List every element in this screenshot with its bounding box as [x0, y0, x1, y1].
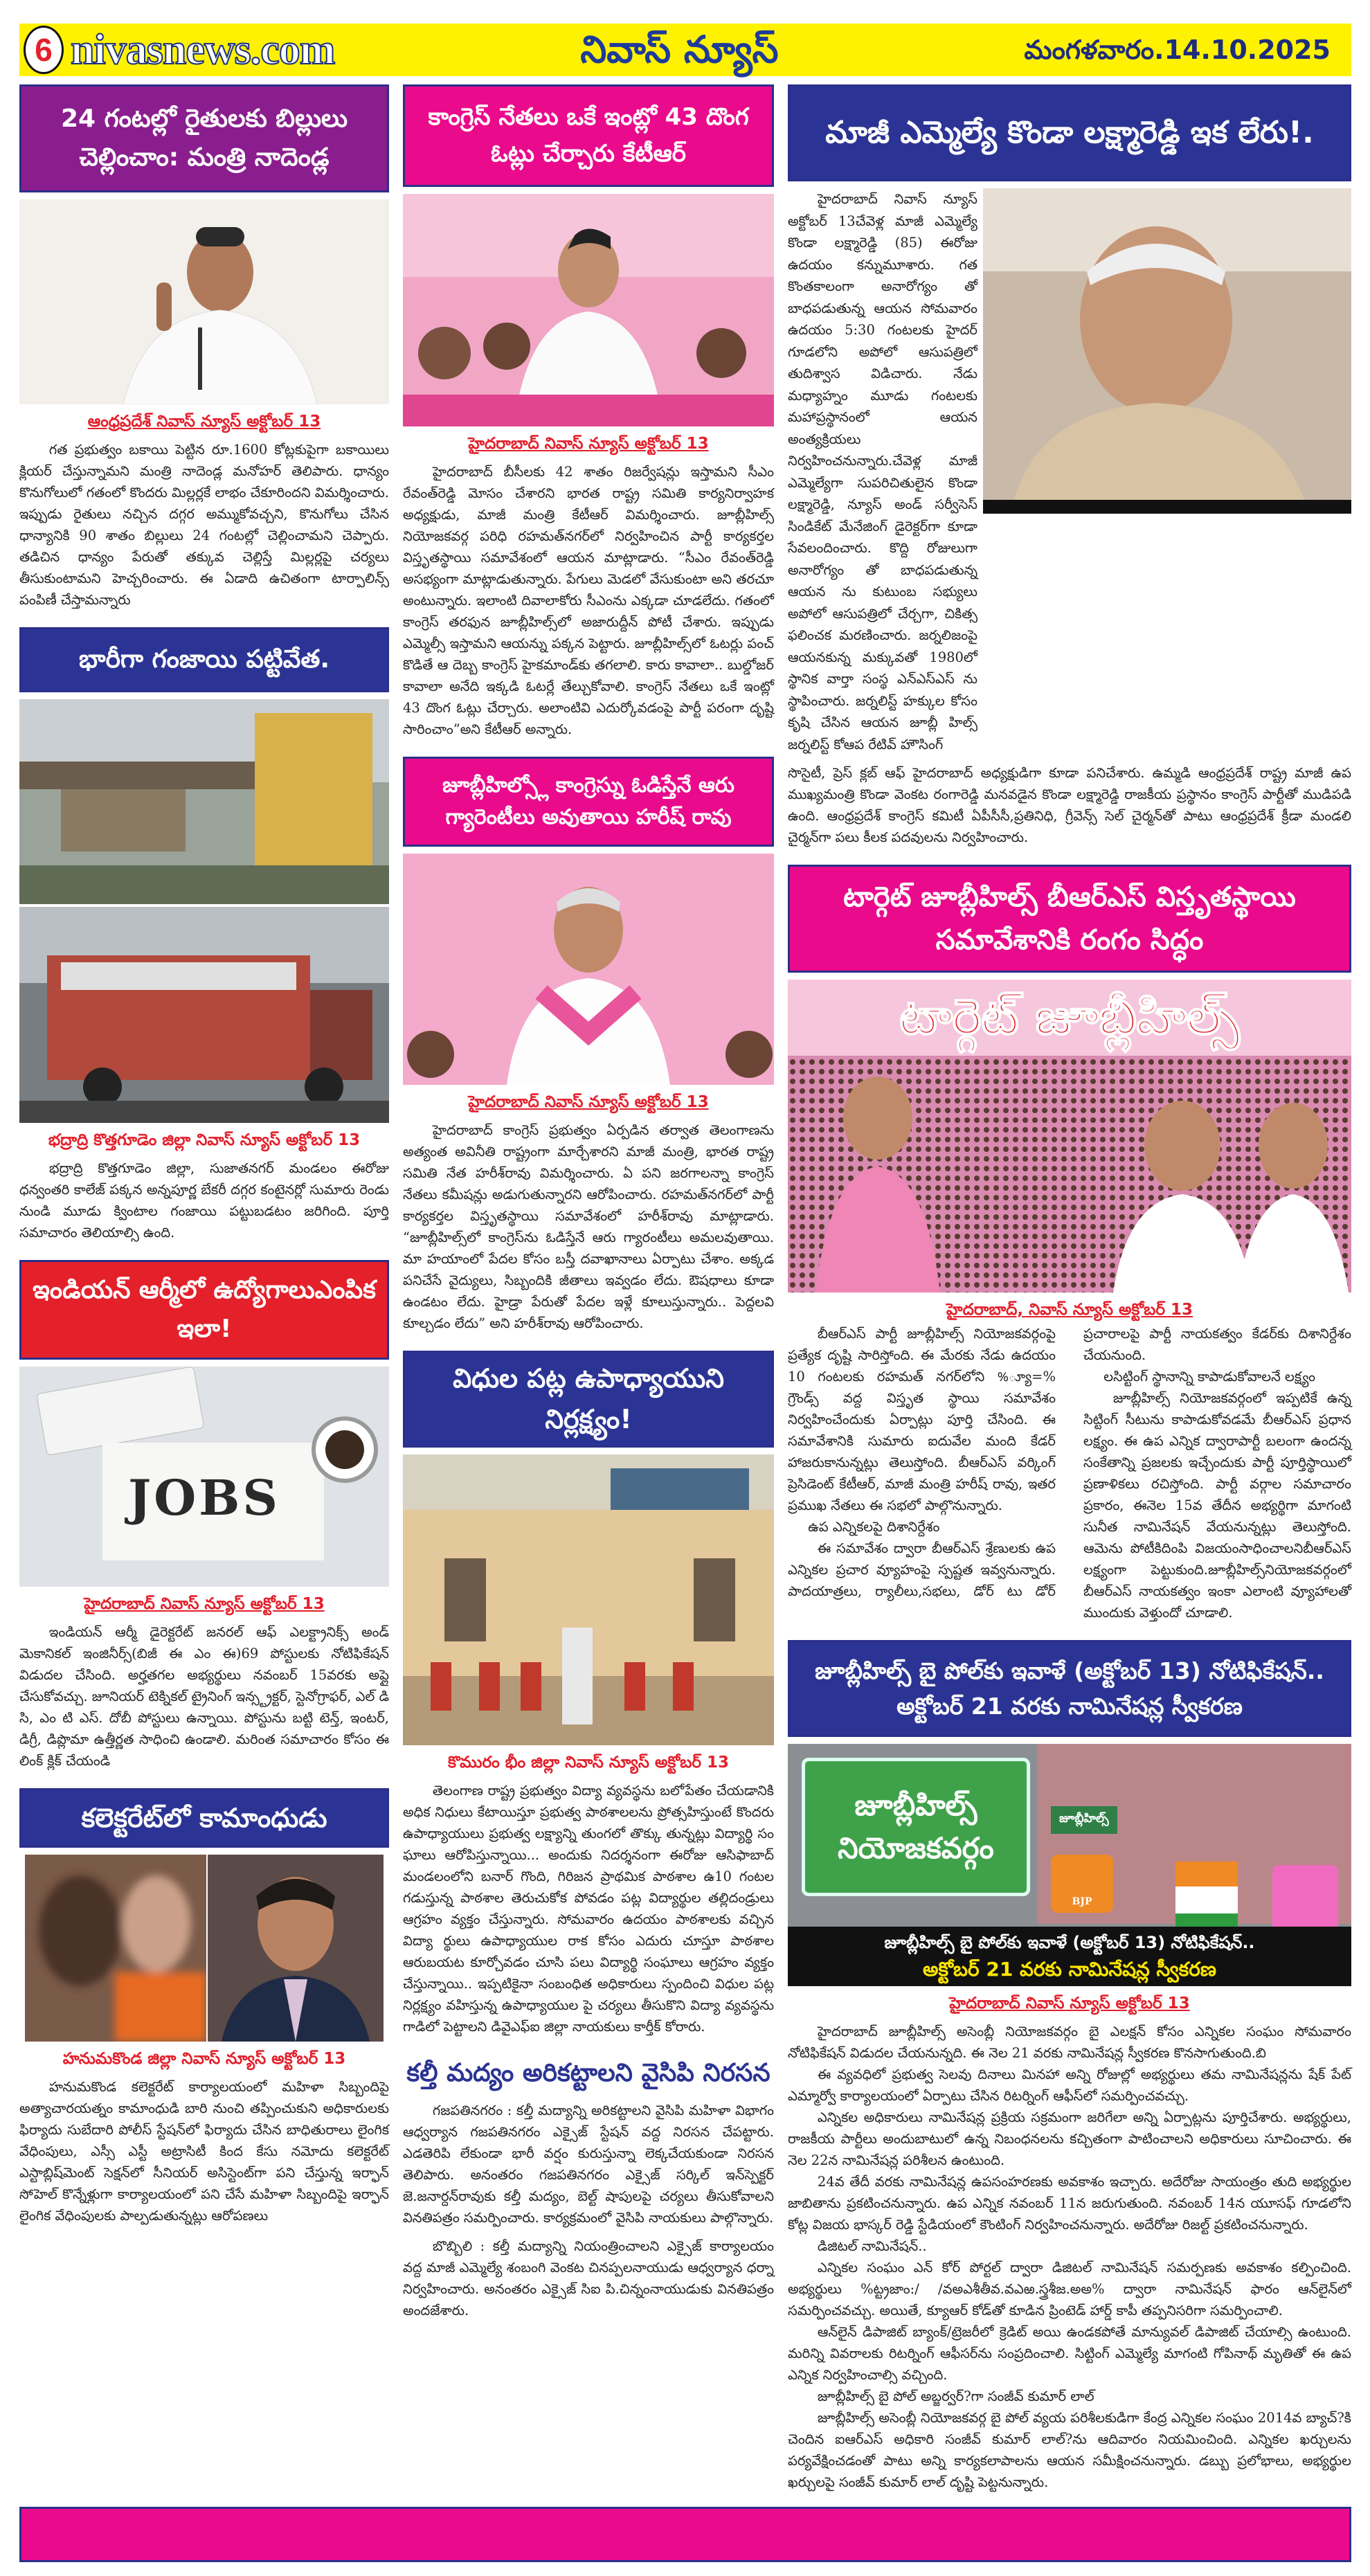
dateline: ఆంధ్రప్రదేశ్ నివాస్ న్యూస్ అక్టోబర్ 13 — [87, 413, 321, 431]
article-body: హైదరాబాద్ బీసీలకు 42 శాతం రిజర్వేషన్లు ఇస్తామని సీఎం రేవంత్‌రెడ్డి మోసం చేశారని భారత రాష్ట్ర సమితి కార్యనిర్వాహక అధ్యక్షుడు, మాజీ మంత్రి కేటీఆర్ విమర్శించారు. జూబ్లీహిల్స్ నియోజకవర్గ పరిధి రహమత్‌నగర్‌లో నిర్వహించిన పార్టీ కార్యకర్తల విస్తృతస్థాయి సమావేశంలో ఆయన మాట్లాడారు. “సీఎం రేవంత్‌రెడ్డి అసభ్యంగా మాట్లాడుతున్నారు. పేగులు మెడలో వేసుకుంటా అని తరచూ అంటున్నారు. ఇలాంటి దివాలాకోరు సీఎంను ఎక్కడా చూడలేదు. గతంలో కాంగ్రెస్ తరఫున జూబ్లీహిల్స్‌లో అజారుద్దీన్ పోటీ చేశారు. ఇప్పుడు ఎమ్మెల్సీ ఇస్తామని ఆయన్ను పక్కన పెట్టారు. జూబ్లీహిల్స్‌లో ఓటర్లు పంచ్ కొడితే ఆ దెబ్బ కాంగ్రెస్ హైకమాండ్‌కు తగలాలి. కారు కావాలా.. బుల్డోజర్ కావాలా అనేది ఇక్కడి ఓటర్లే తేల్చుకోవాలి. కాంగ్రెస్ నేతలు ఒకే ఇంట్లో 43 దొంగ ఓట్లు చేర్చారు. అలాంటివి ఎదుర్కోవడంపై పార్టీ పరంగా దృష్టి సారించాం”అని కేటీఆర్ అన్నారు. — [403, 464, 774, 737]
headline-collectorate: కలెక్టరేట్‌లో కామాంధుడు — [19, 1788, 389, 1848]
dateline: హనుమకొండ జిల్లా నివాస్ న్యూస్ అక్టోబర్ 13 — [62, 2050, 346, 2068]
subheading: జూబ్లీహిల్స్ బై పోల్ అబ్జర్వర్?గా సంజీవ్ కుమార్ లాల్ — [817, 2388, 1094, 2404]
paragraph: ఎన్నికల సంఘం ఎన్ కోర్ పోర్టల్ ద్వారా డిజిటల్ నామినేషన్ సమర్పణకు అవకాశం కల్పించింది. అభ్యర్థులు %ట్ట్రజాం:/ /వఅఎశీతీవ.వఎఱ.స్త్రశీజ.అఅ% ద్వారా నామినేషన్ ఫారం ఆన్‌లైన్‌లో సమర్పించవచ్చు. అయితే, క్యూఆర్ కోడ్‌తో కూడిన ప్రింటెడ్ హార్డ్ కాపీ తప్పనిసరిగా సమర్పించాలి. — [788, 2260, 1351, 2318]
photo-bypoll-graphic — [788, 1744, 1351, 1986]
article-body: గత ప్రభుత్వం బకాయి పెట్టిన రూ.1600 కోట్లకుపైగా బకాయిలు క్లియర్ చేస్తున్నామని మంత్రి నాదెండ్ల మనోహర్ తెలిపారు. ధాన్యం కొనుగోలులో గతంలో కొందరు మిల్లర్లకే లాభం చేకూరిందని విమర్శించారు. ఇప్పుడు రైతులు నచ్చిన దగ్గర అమ్ముకోవచ్చని, కొనుగోలు చేసిన ధాన్యానికి 90 శాతం బిల్లులు 24 గంటల్లో చెల్లించామని చెప్పారు. తడిచిన ధాన్యం పేరుతో తక్కువ చెల్లిస్తే మిల్లర్లపై చర్యలు తీసుకుంటామని హెచ్చరించారు. ఈ ఏడాది ఉచితంగా టార్పాలిన్స్ పంపిణీ చేస్తామన్నారు — [19, 442, 389, 608]
article-brs-meeting — [788, 1299, 1351, 1623]
dateline: భద్రాద్రి కొత్తగూడెం జిల్లా నివాస్ న్యూస్ అక్టోబర్ 13 — [48, 1131, 361, 1149]
newspaper-title: నివాస్ న్యూస్ — [580, 28, 779, 71]
paragraph: ఎన్నికల అధికారులు నామినేషన్ల ప్రక్రియ సక్రమంగా జరిగేలా అన్ని ఏర్పాట్లను పూర్తిచేశారు. అభ్యర్థులు, రాజకీయ పార్టీలు అందుబాటులో ఉన్న నిబంధనలను కచ్చితంగా పాటించాలని అధికారులు సూచించారు. ఈ నెల 22న నామినేషన్ల పరిశీలన ఉంటుంది. — [788, 2109, 1351, 2168]
headline-konda-laxma-reddy: మాజీ ఎమ్మెల్యే కొండా లక్ష్మారెడ్డి ఇక లేరు!. — [788, 84, 1351, 181]
photo-harish-rao — [403, 854, 774, 1085]
headline-ycp-protest: కల్తీ మద్యం అరికట్టాలని వైసిపి నిరసన — [406, 2059, 770, 2087]
photo-bypoll-symbols — [1051, 1758, 1117, 1913]
paragraph: హైదరాబాద్ జూబ్లీహిల్స్ అసెంబ్లీ నియోజకవర్గం బై ఎలక్షన్ కోసం ఎన్నికల సంఘం సోమవారం నోటిఫికేషన్ విడుదల చేయనున్నది. ఈ నెల 21 వరకు నామినేషన్ల స్వీకరణ కొనసాగుతుంది.బి — [788, 2024, 1351, 2061]
headline-harish-rao: జూబ్లీహిల్స్లో కాంగ్రెస్ను ఓడిస్తేనే ఆరు గ్యారెంటీలు అవుతాయి హరీష్ రావు — [403, 757, 774, 847]
subheading: ఉప ఎన్నికలపై దిశానిర్దేశం — [808, 1519, 940, 1535]
dateline: హైదరాబాద్ నివాస్ న్యూస్ అక్టోబర్ 13 — [84, 1595, 325, 1613]
article-body: ఇండియన్ ఆర్మీ డైరెక్టరేట్ జనరల్ ఆఫ్ ఎలక్ట్రానిక్స్ అండ్ మెకానికల్ ఇంజినీర్స్(బిజీ ఈ ఎం ఈ)69 పోస్టులకు నోటిఫికేషన్ విడుదల చేసింది. అర్హతగల అభ్యర్థులు నవంబర్ 15వరకు అప్లై చేసుకోవచ్చు. జూనియర్ టెక్నికల్ ట్రైనింగ్ ఇన్స్ట్రక్టర్, స్టెనోగ్రాఫర్, ఎల్ డి సి, ఎం టి ఎస్. దోబీ పోస్టులు ఉన్నాయి. పోస్టును బట్టి టెన్త్, ఇంటర్, డిగ్రీ, డిప్లొమా ఉత్తీర్ణత సాధించి ఉండాలి. మరింత సమాచారం కోసం ఈ లింక్ క్లిక్ చేయండి — [19, 1624, 389, 1769]
article-bypoll — [788, 2021, 1351, 2493]
photo-row — [19, 1855, 389, 2042]
photo-caption-line2: అక్టోబర్ 21 వరకు నామినేషన్ల స్వీకరణ — [922, 1958, 1217, 1981]
photo-seized-lorry — [19, 907, 389, 1123]
headline-teacher-negligence: విధుల పట్ల ఉపాధ్యాయుని నిర్లక్ష్యం! — [403, 1351, 774, 1448]
article-body: గజపతినగరం : కల్తీ మద్యాన్ని అరికట్టాలని వైసిపి మహిళా విభాగం ఆధ్వర్యాన గజపతినగరం ఎక్సైజ్ స్టేషన్ వద్ద నిరసన చేపట్టారు. ఎడతెరిపి లేకుండా భారీ వర్షం కురుస్తున్నా లెక్కచేయకుండా నిరసన తెలిపారు. అనంతరం గజపతినగరం ఎక్సైజ్ సర్కిల్ ఇన్‌స్పెక్టర్ జె.జనార్దన్‌రావుకు కల్తీ మద్యం, బెల్ట్ షాపులపై చర్యలు తీసుకోవాలని వినతిపత్రం సమర్పించారు. కార్యక్రమంలో వైసిపి నాయకులు పాల్గొన్నారు. — [403, 2102, 774, 2226]
article-body: భద్రాద్రి కొత్తగూడెం జిల్లా, సుజాతనగర్ మండలం ఈరోజు ధన్వంతరి కాలేజ్ పక్కన అన్నపూర్ణ బేకరీ దగ్గర కంటైనర్లో సుమారు రెండు నుండి మూడు క్వింటాల గంజాయి పట్టుబడటం జరిగింది. పూర్తి సమాచారం తెలియాల్సి ఉంది. — [19, 1160, 389, 1241]
photo-school-children — [403, 1454, 774, 1745]
headline-target-jubilee-hills: టార్గెట్ జూబ్లీహిల్స్ బీఆర్ఎస్ విస్తృతస్థాయి సమావేశానికి రంగం సిద్ధం — [788, 865, 1351, 973]
photo-bjp-label: BJP — [1051, 1855, 1113, 1913]
dateline: హైదరాబాద్ నివాస్ న్యూస్ అక్టోబర్ 13 — [949, 1994, 1190, 2012]
article-body: సొసైటీ, ప్రెస్ క్లబ్ ఆఫ్ హైదరాబాద్ అధ్యక్షుడిగా కూడా పనిచేశారు. ఉమ్మడి ఆంధ్రప్రదేశ్ రాష్ట్ర మాజీ ఉప ముఖ్యమంత్రి కొండా వెంకట రంగారెడ్డి మనవడైన కొండా లక్ష్మారెడ్డి రాజకీయ ప్రస్థానం కాంగ్రెస్ పార్టీతో ముడిపడి ఉంది. ఆంధ్రప్రదేశ్ కాంగ్రెస్ కమిటీ ఏపీసీసీ,ప్రతినిధి, గ్రీవెన్స్ సెల్ చైర్మన్‌తో పాటు ఆంధ్రప్రదేశ్ క్రీడా మండలి చైర్మన్‌గా పలు కీలక పదవులను నిర్వహించారు. — [788, 765, 1351, 845]
middle-column — [403, 84, 774, 2321]
photo-caption-line1: జూబ్లీహిల్స్ బై పోల్‌కు ఇవాళే (అక్టోబర్ 13) నోటిఫికేషన్.. — [884, 1933, 1255, 1952]
page-columns — [19, 84, 1351, 2493]
subheading: లసిట్టింగ్ స్థానాన్ని కాపాడుకోవాలనే లక్ష్యం — [1103, 1369, 1315, 1385]
photo-accused — [208, 1855, 384, 2042]
dateline: కొమురం భీం జిల్లా నివాస్ న్యూస్ అక్టోబర్ 13 — [447, 1754, 730, 1772]
photo-brs-rally — [788, 980, 1351, 1292]
photo-jobs — [19, 1367, 389, 1587]
photo-jobs-text: JOBS — [128, 1468, 280, 1526]
left-column — [19, 84, 389, 2226]
paragraph: జూబ్లీహిల్స్ అసెంబ్లీ నియోజకవర్గ బై పోల్ వ్యయ పరిశీలకుడిగా కేంద్ర ఎన్నికల సంఘం 2014వ బ్యాచ్?కి చెందిన ఐఆర్ఎస్ అధికారి సంజీవ్ కుమార్ లాల్?ను ఆదివారం నియమించింది. ఎన్నికల ఖర్చులను పర్యవేక్షించడంతో పాటు అన్ని కార్యకలాపాలను ఆయన సమీక్షించనున్నారు. డబ్బు ప్రలోభాలు, అభ్యర్థుల ఖర్చులపై సంజీవ్ కుమార్ లాల్ దృష్టి పెట్టనున్నారు. — [788, 2410, 1351, 2490]
article-body: హనుమకొండ కలెక్టరేట్ కార్యాలయంలో మహిళా సిబ్బందిపై అత్యాచారయత్నం కామాంధుడి బారి నుంచి తప్పించుకుని అధికారులకు ఫిర్యాదు సుబేదారి పోలీస్ స్టేషన్‌లో ఫిర్యాదు చేసిన బాధితురాలు లైంగిక వేధింపులు, ఎస్సీ ఎస్టీ అట్రాసిటీ కింద కేసు నమోదు కలెక్టరేట్ ఎస్టాబ్లిష్‌మెంట్ సెక్షన్‌లో సీనియర్ అసిస్టెంట్‌గా పని చేస్తున్న ఇర్ఫాన్ సోహెల్ కొన్నేళ్లుగా కార్యాలయంలో పని చేసే మహిళా సిబ్బందిపై ఇర్ఫాన్ లైంగిక వేధింపులకు పాల్పడుతున్నట్లు ఆరోపణలు — [19, 2079, 389, 2224]
masthead-brand — [24, 26, 334, 74]
photo-rally-banner-text: టార్గెట్ జూబ్లీహిల్స్ — [899, 989, 1240, 1045]
photo-bypoll-upper — [788, 1744, 1351, 1913]
photo-victim-blurred — [25, 1855, 206, 2042]
masthead — [19, 24, 1351, 76]
paragraph: జూబ్లీహిల్స్ నియోజకవర్గంలో ఇప్పటికే ఉన్న సిట్టింగ్ సీటును కాపాడుకోవడమే బీఆర్ఎస్ ప్రధాన లక్ష్యం. ఈ ఉప ఎన్నిక ద్వారాపార్టీ బలంగా ఉందన్న సంకేతాన్ని ప్రజలకు ఇచ్చేందుకు పార్టీ పూర్తిస్థాయిలో ప్రణాళికలు రచిస్తోంది. పార్టీ వర్గాల సమాచారం ప్రకారం, ఈనెల 15వ తేదీన అభ్యర్థిగా మాగంటి సునీత నామినేషన్ వేయనున్నట్లు తెలుస్తోంది. ఆమెను పోటీకిదింపి విజయంసాధించాలనిబీఆర్ఎస్ లక్ష్యంగా పెట్టుకుంది.జూబ్లీహిల్స్‌నియోజకవర్గంలో బీఆర్ఎస్ నాయకత్వం ఇంకా ఎలాంటి వ్యూహాలతో ముందుకు వెళ్తుందో చూడాలి. — [1083, 1390, 1351, 1621]
headline-ktr-fake-votes: కాంగ్రెస్ నేతలు ఒకే ఇంట్లో 43 దొంగ ఓట్లు చేర్చారు కేటీఆర్ — [403, 84, 774, 187]
site-name[interactable]: nivasnews.com — [71, 26, 335, 73]
article-body: హైదరాబాద్ కాంగ్రెస్ ప్రభుత్వం ఏర్పడిన తర్వాత తెలంగాణను అత్యంత అవినీతి రాష్ట్రంగా మార్చేశారని మాజీ మంత్రి, భారత రాష్ట్ర సమితి నేత హరీశ్‌రావు విమర్శించారు. ఏ పని జరగాలన్నా కాంగ్రెస్ నేతలు కమీషన్లు అడుగుతున్నారని ఆరోపించారు. రహమత్‌నగర్‌లో పార్టీ కార్యకర్తల విస్తృతస్థాయి సమావేశంలో హరీశ్‌రావు మాట్లాడారు. “జూబ్లీహిల్స్‌లో కాంగ్రెస్‌ను ఓడిస్తేనే ఆరు గ్యారంటీలు అమలవుతాయి. మా హయాంలో పేదల కోసం బస్తీ దవాఖానాలు ఏర్పాటు చేశాం. అక్కడ పనిచేసే వైద్యులు, సిబ్బందికి జీతాలు ఇవ్వడం లేదు. ఔషధాలు కూడా ఉండటం లేదు. హైడ్రా పేరుతో పేదల ఇళ్లే కూలుస్తున్నారు.. పెద్దలవి కూల్చడం లేదు” అని హరీశ్‌రావు ఆరోపించారు. — [403, 1122, 774, 1331]
headline-ganja-seizure: భారీగా గంజాయి పట్టివేత. — [19, 627, 389, 692]
photo-ktr-speaking — [403, 194, 774, 426]
paragraph: ఆన్‌లైన్ డిపాజిట్ బ్యాంక్/ట్రెజరీలో క్రెడిట్ అయి ఉండకపోతే మాన్యువల్ డిపాజిట్ చేయాల్సి ఉంటుంది. మరిన్ని వివరాలకు రిటర్నింగ్ ఆఫీసర్‌ను సంప్రదించాలి. సిట్టింగ్ ఎమ్మెల్యే మాగంటి గోపినాథ్ మృతితో ఈ ఉప ఎన్నిక నిర్వహించాల్సి వచ్చింది. — [788, 2324, 1351, 2383]
photo-minister-nadendla — [19, 199, 389, 404]
footer-bar — [19, 2507, 1351, 2562]
photo-konda-laxma-reddy — [983, 188, 1351, 514]
article-body: హైదరాబాద్ నివాస్ న్యూస్ అక్టోబర్ 13చేవెళ్ల మాజీ ఎమ్మెల్యే కొండా లక్ష్మారెడ్డి (85) ఈరోజు ఉదయం కన్నుమూశారు. గత కొంతకాలంగా అనారోగ్యం తో బాధపడుతున్న ఆయన సోమవారం ఉదయం 5:30 గంటలకు హైదర్ గూడలోని అపోలో ఆసుపత్రిలో తుదిశ్వాస విడిచారు. నేడు మధ్యాహ్నం మూడు గంటలకు మహాప్రస్థానంలో ఆయన అంత్యక్రియలు నిర్వహించనున్నారు.చేవెళ్ల మాజీ ఎమ్మెల్యేగా సుపరిచితులైన కొండా లక్ష్మారెడ్డి, న్యూస్ అండ్ సర్వీసెస్ సిండికేట్ మేనేజింగ్ డైరెక్టర్‌గా కూడా సేవలందించారు. కొద్ది రోజులుగా అనారోగ్యం తో బాధపడుతున్న ఆయన ను కుటుంబ సభ్యులు అపోలో ఆసుపత్రిలో చేర్చగా, చికిత్స ఫలించక మరణించారు. జర్నలిజంపై ఆయనకున్న మక్కువతో 1980లో స్థానిక వార్తా సంస్థ ఎన్ఎస్ఎస్ ను స్థాపించారు. జర్నలిస్ట్ హక్కుల కోసం కృషి చేసిన ఆయన జూబ్లీ హిల్స్ జర్నలిస్ట్ కోఆప రేటివ్ హౌసింగ్ — [788, 191, 977, 753]
konda-story-row — [788, 188, 1351, 755]
paragraph: బీఆర్ఎస్ పార్టీ జూబ్లీహిల్స్ నియోజకవర్గంపై ప్రత్యేక దృష్టి సారిస్తోంది. ఈ మేరకు నేడు ఉదయం 10 గంటలకు రహమత్ నగర్‌లోని %్యూ=% గ్రౌండ్స్ వద్ద విస్తృత స్థాయి సమావేశం నిర్వహించేందుకు ఏర్పాట్లు పూర్తి చేసింది. ఈ సమావేశానికి సుమారు ఐదువేల మంది కేడర్ హాజరుకానున్నట్లు తెలుస్తోంది. బీఆర్ఎస్ వర్కింగ్ ప్రెసిడెంట్ కేటీఆర్, మాజీ మంత్రి హరీష్ రావు, ఇతర ప్రముఖ నేతలు ఈ సభలో పాల్గొనున్నారు. — [788, 1326, 1056, 1513]
article-body: బొబ్బిలి : కల్తీ మద్యాన్ని నియంత్రించాలని ఎక్సైజ్ కార్యాలయం వద్ద మాజీ ఎమ్మెల్యే శంబంగి వెంకట చినప్పలనాయుడు ఆధ్వర్యాన ధర్నా నిర్వహించారు. అనంతరం ఎక్సైజ్ సిఐ పి.చిన్నంనాయుడుకు వినతిపత్రం అందజేశారు. — [403, 2238, 774, 2318]
article-body: తెలంగాణ రాష్ట్ర ప్రభుత్వం విద్యా వ్యవస్థను బలోపేతం చేయడానికి అధిక నిధులు కేటాయిస్తూ ప్రభుత్వ పాఠశాలలను ప్రోత్సహిస్తుంటే కొందరు ఉపాధ్యాయులు ప్రభుత్వ లక్ష్యాన్ని తుంగలో తొక్కు తున్నట్లు విద్యార్థి సం ఘాలు ఆరోపిస్తున్నాయి... అందుకు నిదర్శనంగా ఈరోజు ఆసిఫాబాద్ మండలంలోని బనార్ గొంది, గిరిజన ప్రాథమిక పాఠశాల ఉ10 గంటల గడుస్తున్న పాఠశాల తెరుచుకోక పోవడం పట్ల విద్యార్థుల తల్లిదండ్రులు ఆగ్రహం వ్యక్తం చేస్తున్నారు. సోమవారం ఉదయం పాఠశాలకు వచ్చిన విద్యా ర్థులు ఉపాధ్యాయుల రాక కోసం ఎదురు చూస్తూ పాఠశాల ఆరుబయట కూర్చోవడం చూసి పలు విద్యార్థి సంఘాలు ఆగ్రహం వ్యక్తం చేస్తున్నాయి.. ఇప్పటికైనా సంబంధిత అధికారులు స్పందించి విధుల పట్ల నిర్లక్ష్యం వహిస్తున్న ఉపాధ్యాయుల పై చర్యలు తీసుకొని విద్యా వ్యవస్థను గాడిలో పెట్టాలని డివైఎఫ్ఐ జిల్లా నాయకులు కార్తీక్ కోరారు. — [403, 1783, 774, 2035]
dateline: హైదరాబాద్ నివాస్ న్యూస్ అక్టోబర్ 13 — [468, 1093, 709, 1111]
right-column — [788, 84, 1351, 2493]
headline-army-jobs: ఇండియన్ ఆర్మీలో ఉద్యోగాలుఎంపిక ఇలా! — [19, 1260, 389, 1360]
issue-date: మంగళవారం.14.10.2025 — [1024, 35, 1331, 65]
photo-container-truck — [19, 699, 389, 904]
paragraph: ఈ వ్యవధిలో ప్రభుత్వ సెలవు దినాలు మినహా అన్ని రోజుల్లో అభ్యర్థులు తమ నామినేషన్లను షేక్ పేట్ ఎమ్మార్వో కార్యాలయంలో ఏర్పాటు చేసిన రిటర్నింగ్ ఆఫీస్‌లో సమర్పించవచ్చు. — [788, 2066, 1351, 2104]
photo-sign-text: జూబ్లీహిల్స్ నియోజకవర్గం — [802, 1758, 1030, 1896]
paragraph: 24వ తేదీ వరకు నామినేషన్ల ఉపసంహరణకు అవకాశం ఇచ్చారు. అదేరోజు సాయంత్రం తుది అభ్యర్థుల జాబితాను ప్రకటించనున్నారు. ఉప ఎన్నిక నవంబర్ 11న జరుగుతుంది. నవంబర్ 14న యూసఫ్ గూడలోని కోట్ల విజయ భాస్కర్ రెడ్డి స్టేడియంలో కౌంటింగ్ నిర్వహించనున్నారు. అదేరోజు రిజల్ట్ ప్రకటించనున్నారు. — [788, 2174, 1351, 2233]
subheading: డిజిటల్ నామినేషన్.. — [817, 2238, 927, 2254]
dateline: హైదరాబాద్, నివాస్ న్యూస్ అక్టోబర్ 13 — [946, 1301, 1193, 1319]
headline-farmers-bills: 24 గంటల్లో రైతులకు బిల్లులు చెల్లించాం: మంత్రి నాదెండ్ల — [19, 84, 389, 192]
photo-bypoll-captions — [788, 1927, 1351, 1986]
dateline: హైదరాబాద్ నివాస్ న్యూస్ అక్టోబర్ 13 — [468, 435, 709, 453]
headline-bypoll-notification: జూబ్లీహిల్స్ బై పోల్‌కు ఇవాళే (అక్టోబర్ 13) నోటిఫికేషన్.. అక్టోబర్ 21 వరకు నామినేషన్ల స్వీకరణ — [788, 1640, 1351, 1737]
page-number-badge: 6 — [24, 26, 64, 74]
paragraph: ఈ సమావేశం ద్వారా బీఆర్ఎస్ శ్రేణులకు ఉప ఎన్నికల ప్రచార వ్యూహంపై స్పష్టత ఇవ్వనున్నారు. పాదయాత్రలు, ర్యాలీలు,సభలు, డోర్ టు డోర్ ప్రచారాలపై పార్టీ నాయకత్వం కేడర్‌కు దిశానిర్దేశం చేయనుంది. — [788, 1326, 1351, 1599]
photo-small-sign-text: జూబ్లీహిల్స్ — [1051, 1806, 1117, 1834]
